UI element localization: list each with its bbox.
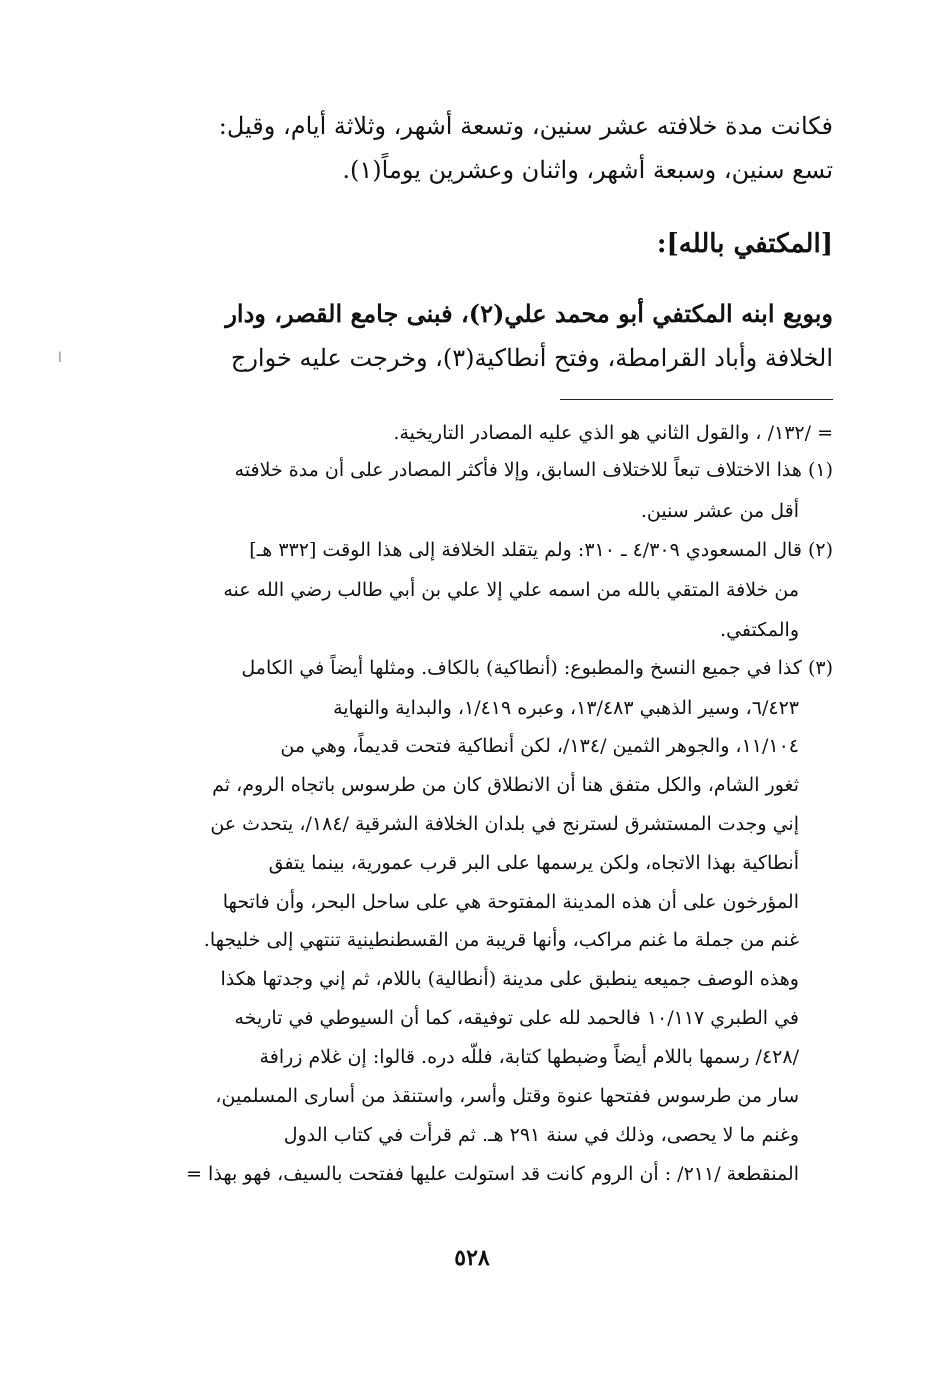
main-para2-line1: وبويع ابنه المكتفي أبو محمد علي(٢)، فبنى جامع القصر، ودار (225, 299, 833, 328)
main-para1-line1: فكانت مدة خلافته عشر سنين، وتسعة أشهر، وثلاثة أيام، وقيل: (218, 112, 833, 140)
footnote-3-line13: وغنم ما لا يحصى، وذلك في سنة ٢٩١ هـ. ثم قرأت في كتاب الدول (283, 1124, 799, 1146)
footnote-1-line1: (١) هذا الاختلاف تبعاً للاختلاف السابق، وإلا فأكثر المصادر على أن مدة خلافته (234, 459, 833, 481)
footnote-3-line7: المؤرخون على أن هذه المدينة المفتوحة هي على ساحل البحر، وأن فاتحها (222, 891, 799, 913)
footnote-3-line5: إني وجدت المستشرق لسترنج في بلدان الخلافة الشرقية /١٨٤/، يتحدث عن (210, 813, 799, 835)
footnote-3-line4: ثغور الشام، والكل متفق هنا أن الانطلاق كان من طرسوس باتجاه الروم، ثم (212, 774, 799, 796)
footnote-divider (560, 399, 833, 400)
footnote-3-line12: سار من طرسوس ففتحها عنوة وقتل وأسر، واستنقذ من أسارى المسلمين، (215, 1085, 799, 1107)
footnote-3-line6: أنطاكية بهذا الاتجاه، ولكن يرسمها على البر قرب عمورية، بينما يتفق (268, 852, 799, 874)
footnote-3-line9: وهذه الوصف جميعه ينطبق على مدينة (أنطالية) باللام، ثم إني وجدتها هكذا (220, 968, 799, 990)
margin-mark: ا (58, 350, 62, 366)
footnote-3-line14: المنقطعة /٢١١/ : أن الروم كانت قد استولت عليها ففتحت بالسيف، فهو بهذا = (186, 1163, 799, 1185)
page-number: ٥٢٨ (454, 1245, 490, 1271)
footnote-3-line8: غنم من جملة ما غنم مراكب، وأنها قريبة من القسطنطينية تنتهي إلى خليجها. (203, 929, 799, 951)
footnote-3-line1: (٣) كذا في جميع النسخ والمطبوع: (أنطاكية) بالكاف. ومثلها أيضاً في الكامل (241, 657, 833, 679)
footnote-2-line3: والمكتفي. (720, 619, 799, 641)
footnote-3-line11: /٤٢٨/ رسمها باللام أيضاً وضبطها كتابة، فللّه دره. قالوا: إن غلام زرافة (259, 1046, 799, 1068)
footnote-3-line2: ٦/٤٢٣، وسير الذهبي ١٣/٤٨٣، وعبره ١/٤١٩، والبداية والنهاية (333, 697, 799, 719)
footnote-3-line10: في الطبري ١٠/١١٧ فالحمد لله على توفيقه، كما أن السيوطي في تاريخه (234, 1007, 799, 1029)
main-para2-line2: الخلافة وأباد القرامطة، وفتح أنطاكية(٣)، وخرجت عليه خوارج (230, 344, 833, 372)
main-para1-line2: تسع سنين، وسبعة أشهر، واثنان وعشرين يوماً(١). (342, 156, 833, 184)
footnote-2-line2: من خلافة المتقي بالله من اسمه علي إلا علي بن أبي طالب رضي الله عنه (223, 579, 799, 601)
footnote-1-line2: أقل من عشر سنين. (640, 500, 799, 522)
footnote-3-line3: ١١/١٠٤، والجوهر الثمين /١٣٤/، لكن أنطاكية فتحت قديماً، وهي من (280, 735, 799, 757)
section-heading: [المكتفي بالله]: (656, 229, 833, 259)
footnote-2-line1: (٢) قال المسعودي ٤/٣٠٩ ـ ٣١٠: ولم يتقلد الخلافة إلى هذا الوقت [٣٣٢ هـ] (249, 539, 833, 561)
footnote-continuation: = /١٣٢/ ، والقول الثاني هو الذي عليه المصادر التاريخية. (393, 422, 833, 444)
